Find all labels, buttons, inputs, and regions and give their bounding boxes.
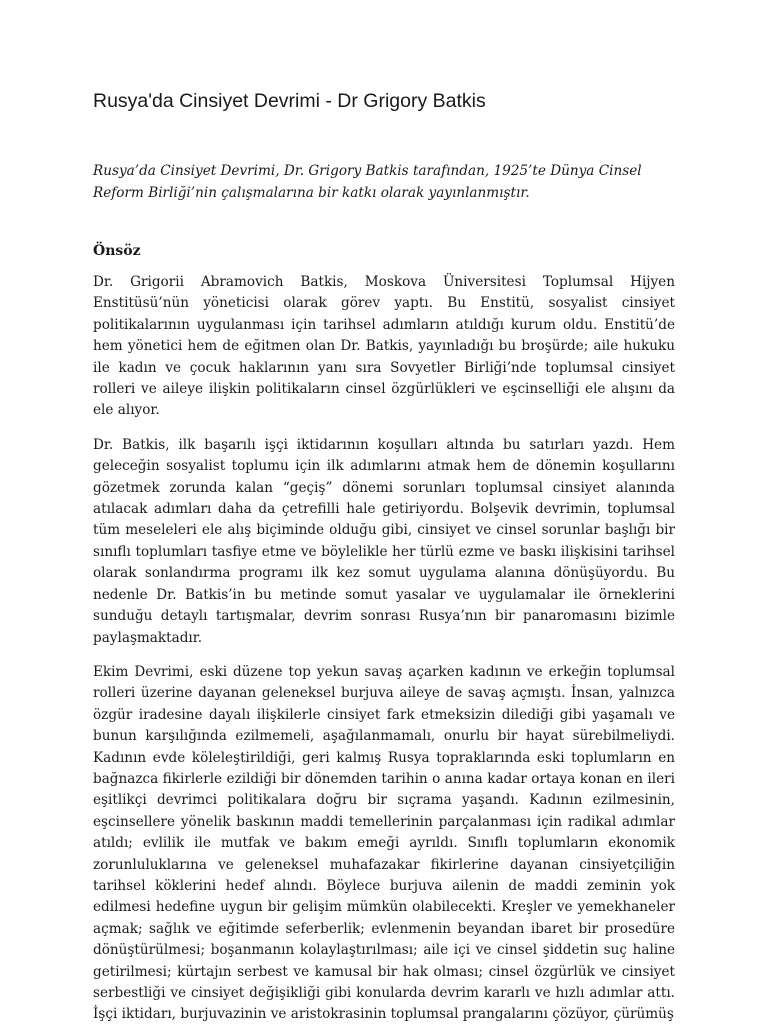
paragraph-2: Dr. Batkis, ilk başarılı işçi iktidarının koşulları altında bu satırları yazdı. Hem geleceğin sosyalist toplumu için ilk adımlarını atmak hem de dönemin koşullarını gözetmek zorunda kalan “geçiş” dönemi sorunları toplumsal cinsiyet alanında atılacak adımları daha da çetrefilli hale getiriyordu. Bolşevik devrimin, toplumsal tüm meseleleri ele alış biçiminde olduğu gibi, cinsiyet ve cinsel sorunlar başlığı bir sınıflı toplumları tasfiye etme ve böylelikle her türlü ezme ve baskı ilişkisini tarihsel olarak sonlandırma programı ilk kez somut uygulama alanına dönüşüyordu. Bu nedenle Dr. Batkis’in bu metinde somut yasalar ve uygulamalar ile örneklerini sunduğu detaylı tartışmalar, devrim sonrası Rusya’nın bir panaromasını bizimle paylaşmaktadır. (93, 436, 675, 646)
document-title: Rusya'da Cinsiyet Devrimi - Dr Grigory Batkis (93, 90, 486, 112)
intro-text: Rusya’da Cinsiyet Devrimi, Dr. Grigory Batkis tarafından, 1925’te Dünya Cinsel Reform Birliği’nin çalışmalarına bir katkı olarak yayınlanmıştır. (93, 163, 642, 201)
section-heading: Önsöz (93, 243, 141, 259)
paragraph-3: Ekim Devrimi, eski düzene top yekun savaş açarken kadının ve erkeğin toplumsal rolleri üzerine dayanan geleneksel burjuva aileye de savaş açmıştı. İnsan, yalnızca özgür iradesine dayalı ilişkilerle cinsiyet fark etmeksizin dilediği gibi yaşamalı ve bunun karşılığında ezilmemeli, aşağılanmamalı, onurlu bir hayat sürebilmeliydi. Kadının evde köleleştirildiği, geri kalmış Rusya topraklarında eski toplumların en bağnazca fikirlerle ezildiği bir dönemden tarihin o anına kadar ortaya konan en ileri eşitlikçi devrimci politikalara doğru bir sıçrama yaşandı. Kadının ezilmesinin, eşcinsellere yönelik baskının maddi temellerinin parçalanması için radikal adımlar atıldı; evlilik ile mutfak ve bakım emeği ayrıldı. Sınıflı toplumların ekonomik zorunluluklarına ve geleneksel muhafazakar fikirlerine dayanan cinsiyetçiliğin tarihsel köklerini hedef alındı. Böylece burjuva ailenin de maddi zeminin yok edilmesi hedefine uygun bir gelişim mümkün olabilecekti. Kreşler ve yemekhaneler açmak; sağlık ve eğitimde seferberlik; evlenmenin beyandan ibaret bir prosedüre dönüştürülmesi; boşanmanın kolaylaştırılması; aile içi ve cinsel şiddetin suç haline getirilmesi; kürtajın serbest ve kamusal bir hak olması; cinsel özgürlük ve cinsiyet serbestliği ve cinsiyet değişikliği gibi konularda devrim kararlı ve hızlı adımlar attı. İşçi iktidarı, burjuvazinin ve aristokrasinin toplumsal prangalarını çözüyor, çürümüş (93, 663, 675, 1023)
paragraph-1: Dr. Grigorii Abramovich Batkis, Moskova Üniversitesi Toplumsal Hijyen Enstitüsü’nün yöneticisi olarak görev yaptı. Bu Enstitü, sosyalist cinsiyet politikalarının uygulanması için tarihsel adımların atıldığı kurum oldu. Enstitü’de hem yönetici hem de eğitmen olan Dr. Batkis, yayınladığı bu broşürde; aile hukuku ile kadın ve çocuk haklarının yanı sıra Sovyetler Birliği’nde toplumsal cinsiyet rolleri ve aileye ilişkin politikaların cinsel özgürlükleri ve eşcinselliği ele alışını da ele alıyor. (93, 274, 675, 419)
